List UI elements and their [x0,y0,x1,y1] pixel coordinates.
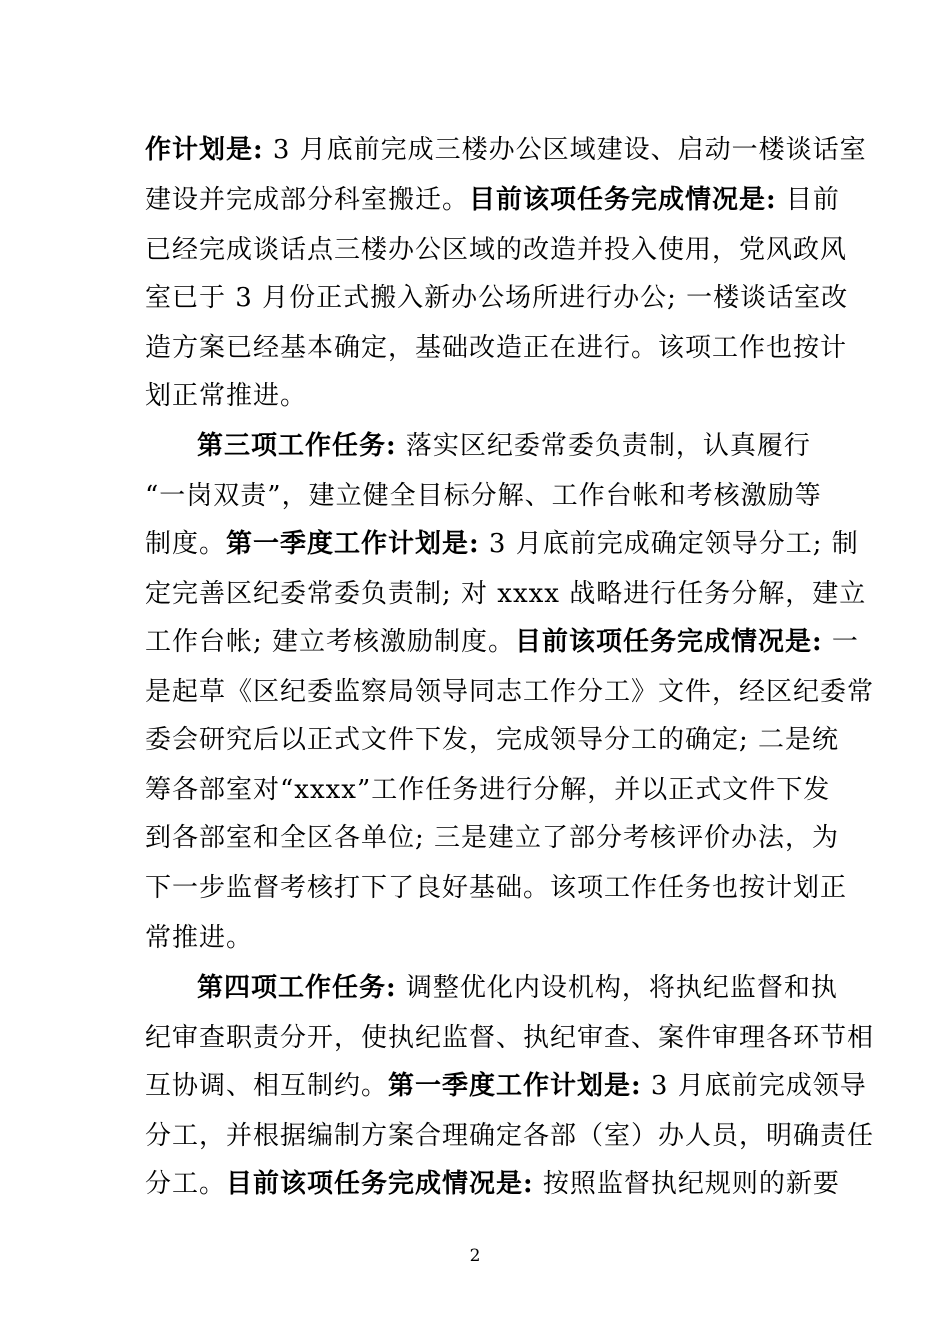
text-line [145,868,848,908]
text-line [197,968,838,1008]
text-line [145,376,805,416]
text-line [145,672,875,712]
body-text: 调整优化内设机构，将执纪监督和执 [396,973,838,1003]
body-text: 分工。 [145,1169,227,1199]
text-line [145,328,848,368]
text-line [145,230,848,270]
bold-heading-text: 目前该项任务完成情况是: [515,627,823,657]
text-line [145,130,867,170]
body-text: 造方案已经基本确定，基础改造正在进行。该项工作也按计 [145,333,848,363]
text-line [145,524,859,564]
bold-heading-text: 目前该项任务完成情况是: [469,185,777,215]
bold-heading-text: 第三项工作任务: [197,431,397,461]
text-line [145,622,859,662]
body-text: 到各部室和全区各单位; 三是建立了部分考核评价办法，为 [145,823,840,853]
body-text: 3 月底前完成领导 [641,1071,867,1101]
text-line [145,1116,875,1156]
text-line [145,720,840,760]
text-line [145,770,831,810]
bold-heading-text: 目前该项任务完成情况是: [226,1169,534,1199]
text-line [197,426,811,466]
body-text: 分工，并根据编制方案合理确定各部（室）办人员，明确责任 [145,1121,875,1151]
body-text: 筹各部室对“xxxx”工作任务进行分解，并以正式文件下发 [145,775,831,805]
body-text: 定完善区纪委常委负责制; 对 xxxx 战略进行任务分解，建立 [145,579,867,609]
text-line [145,1066,867,1106]
body-text: 委会研究后以正式文件下发，完成领导分工的确定; 二是统 [145,725,840,755]
body-text: 室已于 3 月份正式搬入新办公场所进行办公; 一楼谈话室改 [145,283,849,313]
bold-heading-text: 作计划是: [145,135,264,165]
text-line [145,476,822,516]
body-text: 已经完成谈话点三楼办公区域的改造并投入使用，党风政风 [145,235,848,265]
text-line [145,180,840,220]
bold-heading-text: 第一季度工作计划是: [388,1071,642,1101]
body-text: 是起草《区纪委监察局领导同志工作分工》文件，经区纪委常 [145,677,875,707]
bold-heading-text: 第一季度工作计划是: [226,529,480,559]
body-text: “一岗双责”，建立健全目标分解、工作台帐和考核激励等 [145,481,822,511]
body-text: 工作台帐; 建立考核激励制度。 [145,627,516,657]
body-text: 制度。 [145,529,227,559]
body-text: 3 月底前完成确定领导分工; 制 [479,529,859,559]
page-number: 2 [469,1246,481,1266]
body-text: 建设并完成部分科室搬迁。 [145,185,470,215]
body-text: 划正常推进。 [145,381,308,411]
body-text: 一 [822,627,859,657]
body-text: 落实区纪委常委负责制，认真履行 [396,431,811,461]
body-text: 下一步监督考核打下了良好基础。该项工作任务也按计划正 [145,873,848,903]
body-text: 纪审查职责分开，使执纪监督、执纪审查、案件审理各环节相 [145,1023,875,1053]
text-line [145,1018,875,1058]
bold-heading-text: 第四项工作任务: [197,973,397,1003]
text-line [145,918,805,958]
body-text: 互协调、相互制约。 [145,1071,389,1101]
body-text: 3 月底前完成三楼办公区域建设、启动一楼谈话室 [263,135,867,165]
text-line [145,1164,840,1204]
text-line [145,278,849,318]
body-text: 按照监督执纪规则的新要 [533,1169,840,1199]
text-line [145,574,867,614]
body-text: 常推进。 [145,923,254,953]
body-text: 目前 [776,185,840,215]
text-line [145,818,840,858]
